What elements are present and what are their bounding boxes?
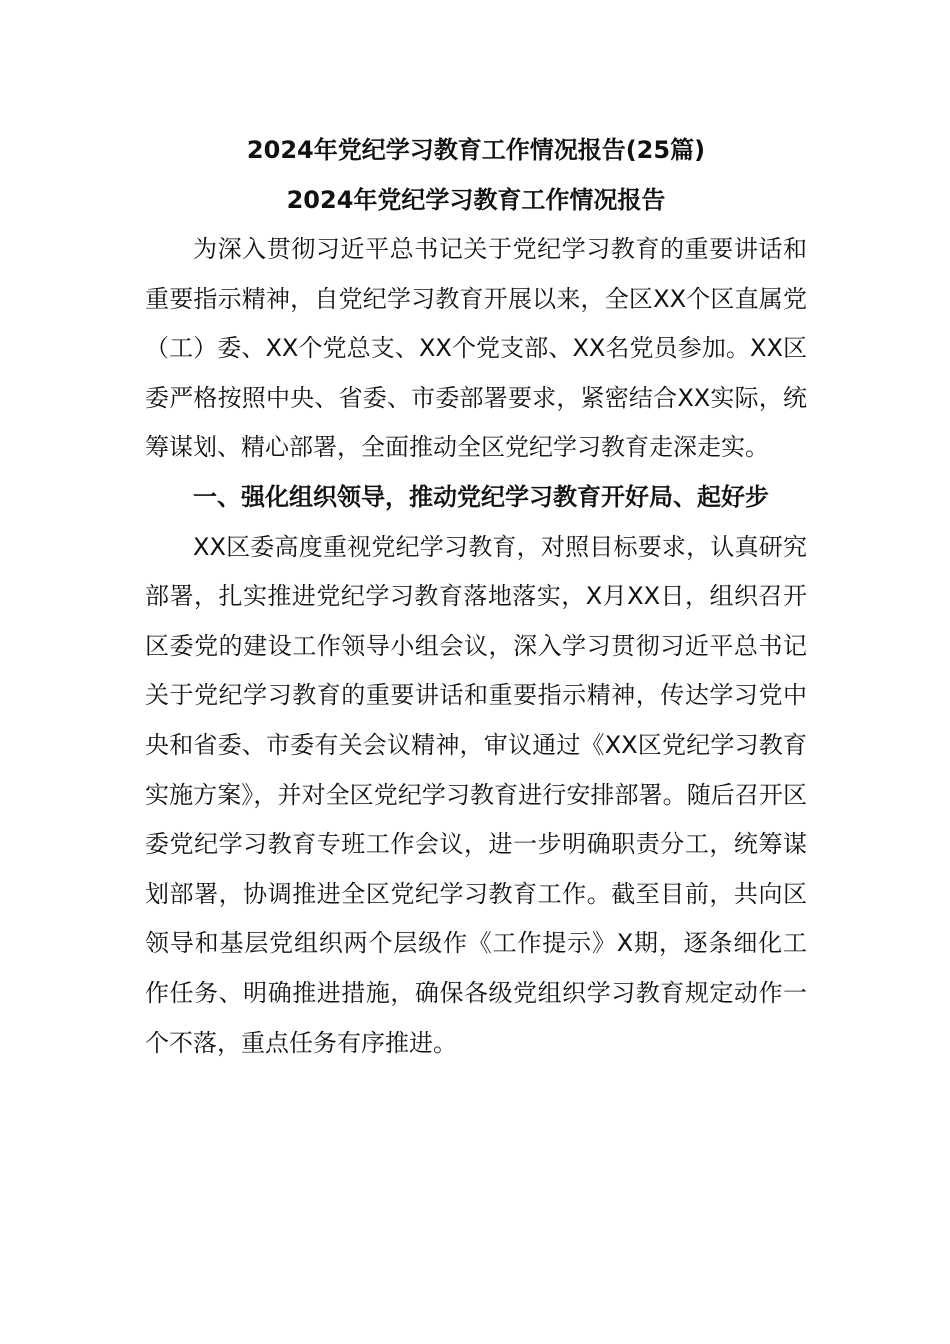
section-1-paragraph: XX区委高度重视党纪学习教育，对照目标要求，认真研究部署，扎实推进党纪学习教育落地落实，X月XX日，组织召开区委党的建设工作领导小组会议，深入学习贯彻习近平总书记关于党纪学习教育的重要讲话和重要指示精神，传达学习党中央和省委、市委有关会议精神，审议通过《XX区党纪学习教育实施方案》，并对全区党纪学习教育进行安排部署。随后召开区委党纪学习教育专班工作会议，进一步明确职责分工，统筹谋划部署，协调推进全区党纪学习教育工作。截至目前，共向区领导和基层党组织两个层级作《工作提示》X期，逐条细化工作任务、明确推进措施，确保各级党组织学习教育规定动作一个不落，重点任务有序推进。 (145, 532, 807, 1057)
main-title: 2024年党纪学习教育工作情况报告(25篇) (246, 136, 706, 164)
document-body (145, 125, 807, 1068)
sub-title: 2024年党纪学习教育工作情况报告 (286, 186, 666, 214)
intro-paragraph: 为深入贯彻习近平总书记关于党纪学习教育的重要讲话和重要指示精神，自党纪学习教育开展以来，全区XX个区直属党（工）委、XX个党总支、XX个党支部、XX名党员参加。XX区委严格按照中央、省委、市委部署要求，紧密结合XX实际，统筹谋划、精心部署，全面推动全区党纪学习教育走深走实。 (145, 235, 807, 462)
section-1-heading: 一、强化组织领导，推动党纪学习教育开好局、起好步 (193, 482, 769, 511)
